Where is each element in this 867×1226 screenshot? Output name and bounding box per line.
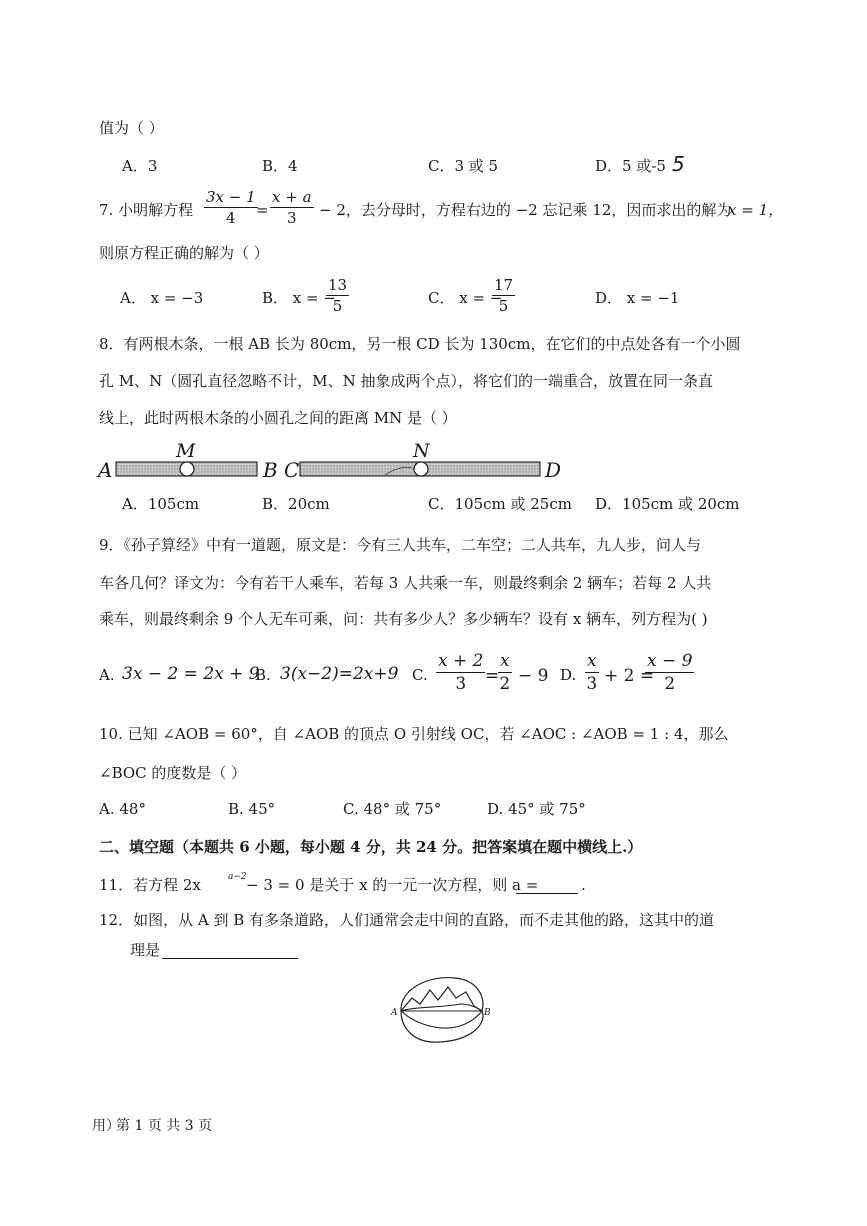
- q9-option-c-equals: =: [485, 666, 500, 686]
- q7-fraction-right: [270, 190, 314, 226]
- q7-option-c: C． x = −: [428, 289, 503, 307]
- q8-option-a: A．105cm: [122, 495, 200, 513]
- q6-option-a: A．3: [122, 157, 158, 175]
- q11-stem-end: − 3 = 0 是关于 x 的一元一次方程，则 a =: [246, 876, 539, 894]
- q8-option-d: D．105cm 或 20cm: [595, 495, 740, 513]
- q9-option-b: 3(x−2)=2x+9: [280, 664, 399, 684]
- hole-m: [180, 462, 194, 476]
- q9-option-c-frac2-den: 2: [499, 674, 511, 694]
- hole-n: [414, 462, 428, 476]
- q11-answer-blank[interactable]: [516, 893, 578, 894]
- q8-line3: 线上，此时两根木条的小圆孔之间的距离 MN 是（ ）: [99, 409, 457, 427]
- q7-option-b-den: 5: [332, 297, 343, 315]
- label-c: C: [284, 458, 300, 482]
- q6-handwritten-mark: 5: [672, 152, 685, 176]
- q10-option-a: A. 48°: [99, 800, 146, 818]
- q8-line2: 孔 M、N（圆孔直径忽略不计，M、N 抽象成两个点），将它们的一端重合，放置在同一条直: [99, 372, 714, 390]
- q6-option-d: D．5 或-5: [595, 157, 666, 175]
- q9-line3: 乘车，则最终剩余 9 个人无车可乘，问：共有多少人？多少辆车？设有 x 辆车，列方程为( ): [99, 610, 708, 628]
- q9-option-c-tail: − 9: [518, 666, 549, 686]
- q11-period: .: [581, 876, 586, 894]
- q7-stem-start: 7. 小明解方程: [99, 201, 194, 219]
- q9-option-c-frac1-num: x + 2: [438, 651, 484, 671]
- q9-option-d-frac2-den: 2: [664, 674, 676, 694]
- curved-path: [401, 1004, 482, 1011]
- q7-option-a: A． x = −3: [120, 289, 204, 307]
- q11-stem-start: 11．若方程 2x: [99, 876, 201, 894]
- label-d: D: [545, 458, 562, 482]
- q9-option-d-frac1-num: x: [587, 651, 597, 671]
- q10-line1: 10. 已知 ∠AOB = 60°，自 ∠AOB 的顶点 O 引射线 OC，若 ∠AOC : ∠AOB = 1 : 4，那么: [99, 725, 729, 743]
- q9-option-d-frac2-num: x − 9: [647, 651, 693, 671]
- lower-path: [401, 1011, 482, 1028]
- label-m: M: [176, 440, 196, 462]
- q10-option-b: B. 45°: [228, 800, 276, 818]
- q7-line2: 则原方程正确的解为（ ）: [99, 244, 269, 262]
- q7-option-c-den: 5: [498, 297, 509, 315]
- q9-line2: 车各几何？译文为：今有若干人乘车，若每 3 人共乘一车，则最终剩余 2 辆车；若每 2 人共: [99, 574, 712, 592]
- q9-option-c-frac2-num: x: [500, 651, 510, 671]
- q7-fraction-right-num: x + a: [272, 188, 312, 206]
- q12-line1: 12．如图，从 A 到 B 有多条道路，人们通常会走中间的直路，而不走其他的路，这其中的道: [99, 911, 715, 929]
- point-b-label: B: [484, 1008, 491, 1018]
- point-a-label: A: [391, 1008, 398, 1018]
- outer-path: [401, 978, 483, 1043]
- zigzag-path: [401, 987, 482, 1011]
- q9-option-d-label: D.: [560, 666, 577, 684]
- label-b: B: [263, 458, 278, 482]
- q7-fraction-left-den: 4: [226, 209, 236, 227]
- q7-option-c-fraction: [492, 278, 515, 314]
- q10-option-c: C. 48° 或 75°: [343, 800, 442, 818]
- q9-option-c-frac1-den: 3: [455, 674, 467, 694]
- q9-option-d-frac1-den: 3: [586, 674, 598, 694]
- q9-option-b-label: B.: [255, 666, 271, 684]
- label-a: A: [98, 458, 113, 482]
- q8-option-c: C．105cm 或 25cm: [428, 495, 572, 513]
- q9-option-c-frac1: [436, 653, 485, 693]
- q11-exponent: a−2: [228, 872, 247, 882]
- q9-option-c-label: C.: [412, 666, 428, 684]
- q9-line1: 9．《孙子算经》中有一道题，原文是：今有三人共车，二车空；二人共车，九人步，问人与: [99, 536, 702, 554]
- q8-option-b: B．20cm: [262, 495, 330, 513]
- section-title-fill-in: 二、填空题（本题共 6 小题，每小题 4 分，共 24 分。把答案填在题中横线上.）: [99, 838, 643, 856]
- q7-option-b-fraction: [326, 278, 349, 314]
- q12-line2: 理是: [130, 941, 161, 959]
- label-n: N: [413, 440, 430, 462]
- q7-option-c-num: 17: [494, 276, 514, 294]
- q7-option-d: D． x = −1: [595, 289, 680, 307]
- q9-option-d-middle: + 2 =: [604, 666, 655, 686]
- q7-stem-middle: − 2，去分母时，方程右边的 −2 忘记乘 12，因而求出的解为: [319, 201, 732, 219]
- q9-option-d-frac1: [585, 653, 599, 693]
- q6-stem-tail: 值为（ ）: [99, 119, 164, 137]
- q7-option-b: B． x = −: [262, 289, 336, 307]
- q9-option-c-frac2: [498, 653, 512, 693]
- q6-option-c: C．3 或 5: [428, 157, 499, 175]
- q7-equals: =: [256, 201, 269, 219]
- q7-fraction-left-num: 3x − 1: [206, 188, 256, 206]
- q9-option-a: 3x − 2 = 2x + 9: [122, 664, 260, 684]
- q7-fraction-left: [204, 190, 258, 226]
- q7-option-b-num: 13: [328, 276, 348, 294]
- q7-stem-end: x = 1，: [728, 201, 784, 219]
- q10-line2: ∠BOC 的度数是（ ）: [99, 764, 247, 782]
- q12-answer-blank[interactable]: [162, 958, 298, 959]
- q6-option-b: B．4: [262, 157, 298, 175]
- page-number: 第 1 页 共 3 页: [116, 1118, 213, 1134]
- q8-line1: 8．有两根木条，一根 AB 长为 80cm，另一根 CD 长为 130cm，在它们的中点处各有一个小圆: [99, 335, 741, 353]
- q12-paths-figure: [0, 960, 867, 1080]
- q9-option-a-label: A.: [99, 666, 115, 684]
- q10-option-d: D. 45° 或 75°: [487, 800, 586, 818]
- footer-left-fragment: 用）: [92, 1118, 120, 1134]
- q7-fraction-right-den: 3: [286, 209, 297, 227]
- q9-option-d-frac2: [645, 653, 694, 693]
